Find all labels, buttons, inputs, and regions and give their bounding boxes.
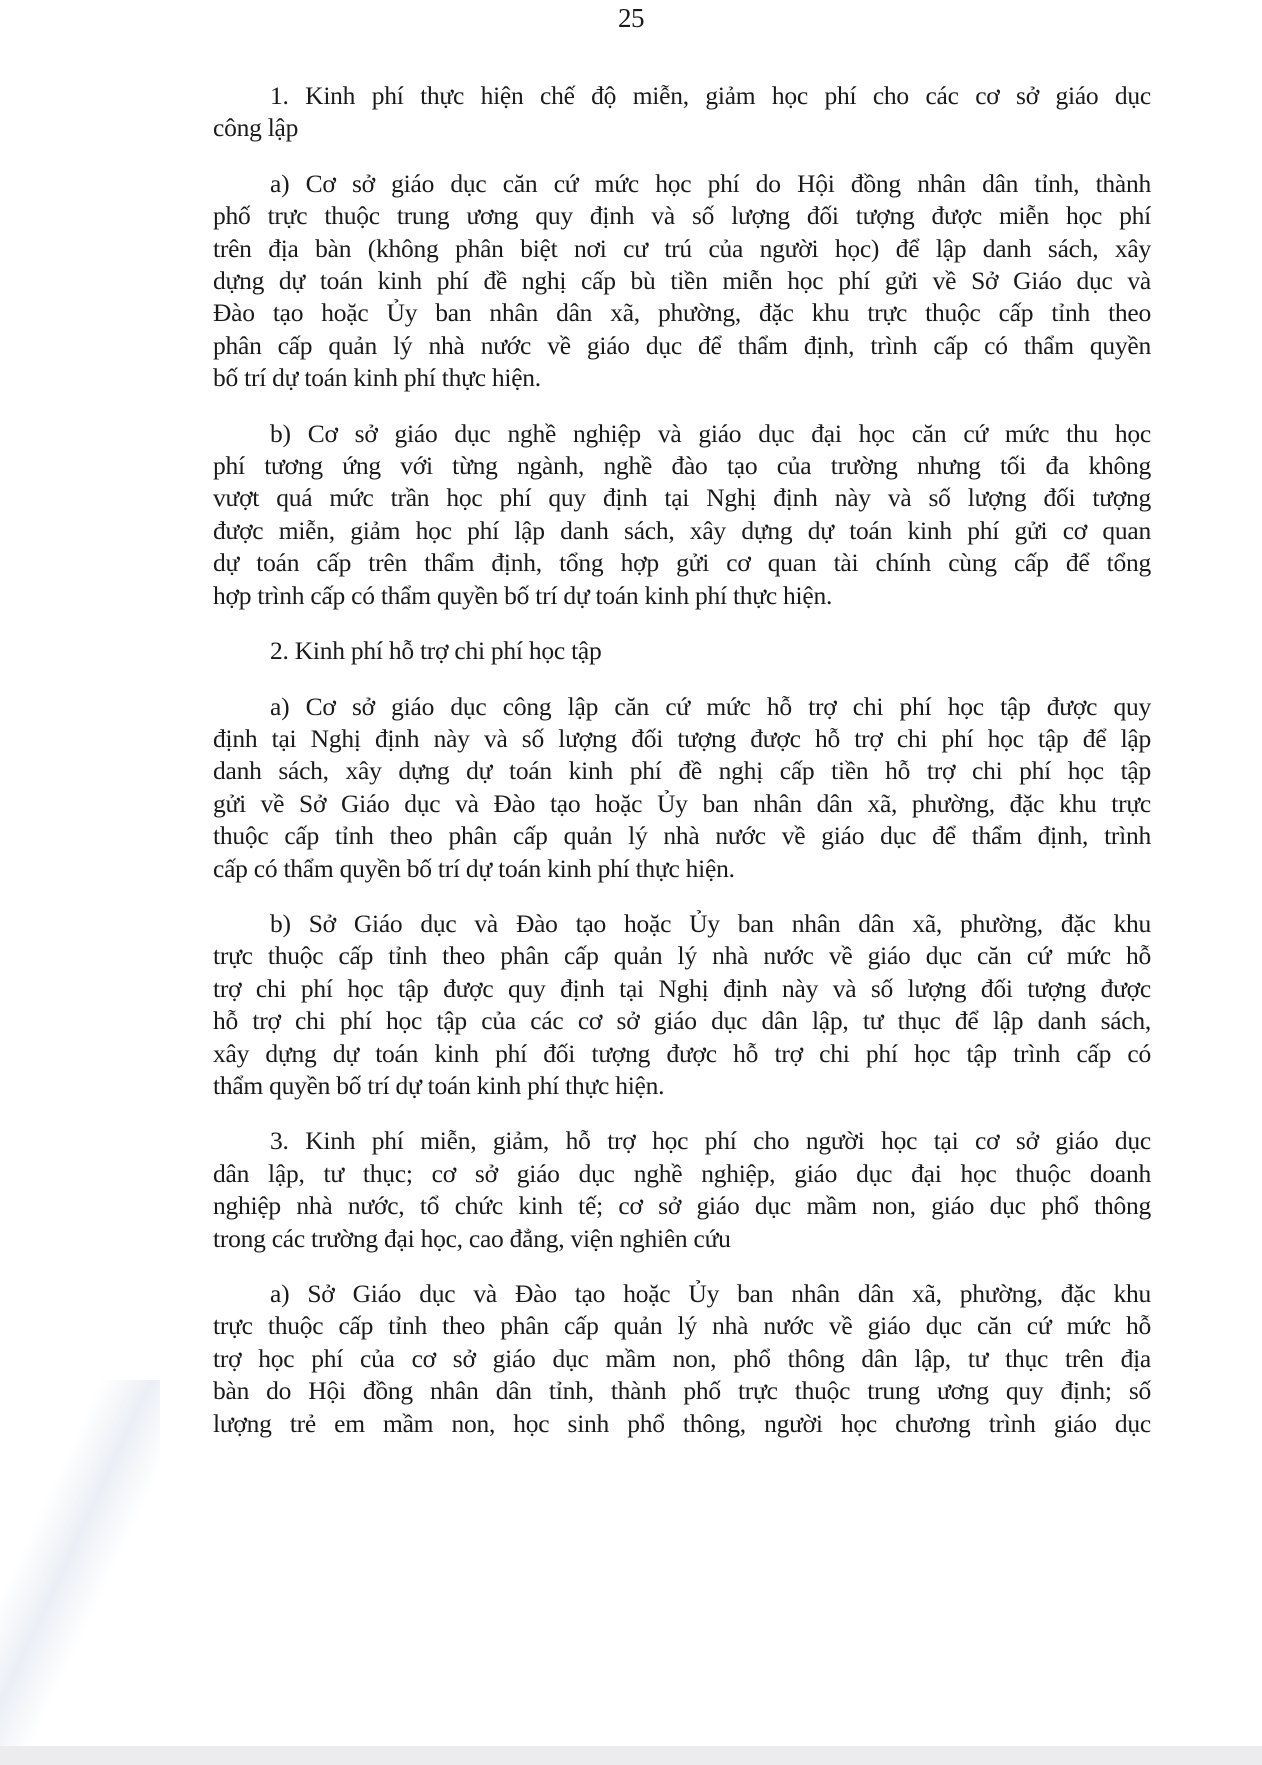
- section-3-heading: [213, 1125, 1151, 1255]
- text-line: dự toán cấp trên thẩm định, tổng hợp gửi cơ quan tài chính cùng cấp để tổng: [213, 548, 1151, 578]
- text-line: được miễn, giảm học phí lập danh sách, xây dựng dự toán kinh phí gửi cơ quan: [213, 515, 1151, 545]
- text-line: gửi về Sở Giáo dục và Đào tạo hoặc Ủy ban nhân dân xã, phường, đặc khu trực: [213, 788, 1151, 818]
- text-line: vượt quá mức trần học phí quy định tại Nghị định này và số lượng đối tượng: [213, 483, 1151, 513]
- text-line: dân lập, tư thục; cơ sở giáo dục nghề nghiệp, giáo dục đại học thuộc doanh: [213, 1158, 1151, 1188]
- text-line: trợ chi phí học tập được quy định tại Nghị định này và số lượng đối tượng được: [213, 973, 1151, 1003]
- section-1b-paragraph: [213, 418, 1151, 612]
- section-2-heading: [213, 635, 1151, 667]
- text-line: phố trực thuộc trung ương quy định và số lượng đối tượng được miễn học phí: [213, 201, 1151, 231]
- text-line: a) Sở Giáo dục và Đào tạo hoặc Ủy ban nhân dân xã, phường, đặc khu: [270, 1279, 1151, 1308]
- text-line: a) Cơ sở giáo dục công lập căn cứ mức hỗ trợ chi phí học tập được quy: [270, 691, 1151, 721]
- text-line: trực thuộc cấp tỉnh theo phân cấp quản lý nhà nước về giáo dục căn cứ mức hỗ: [213, 1311, 1151, 1341]
- text-line: 1. Kinh phí thực hiện chế độ miễn, giảm học phí cho các cơ sở giáo dục: [270, 81, 1151, 110]
- page-number: 25: [618, 3, 644, 33]
- text-line: định tại Nghị định này và số lượng đối tượng được hỗ trợ chi phí học tập để lập: [213, 723, 1151, 753]
- text-line: a) Cơ sở giáo dục căn cứ mức học phí do Hội đồng nhân dân tỉnh, thành: [270, 168, 1151, 198]
- section-2b-paragraph: [213, 908, 1151, 1102]
- text-line: trực thuộc cấp tỉnh theo phân cấp quản lý nhà nước về giáo dục căn cứ mức hỗ: [213, 941, 1151, 971]
- text-line: trên địa bàn (không phân biệt nơi cư trú của người học) để lập danh sách, xây: [213, 233, 1151, 263]
- text-line: nghiệp nhà nước, tổ chức kinh tế; cơ sở giáo dục mầm non, giáo dục phổ thông: [213, 1191, 1151, 1221]
- section-1-heading: [213, 80, 1151, 145]
- background-margin: [0, 1746, 1262, 1765]
- section-2a-paragraph: [213, 691, 1151, 885]
- text-line: cấp có thẩm quyền bố trí dự toán kinh phí thực hiện.: [213, 853, 735, 883]
- text-line: 3. Kinh phí miễn, giảm, hỗ trợ học phí cho người học tại cơ sở giáo dục: [270, 1126, 1151, 1156]
- text-line: danh sách, xây dựng dự toán kinh phí đề nghị cấp tiền hỗ trợ chi phí học tập: [213, 756, 1151, 786]
- text-line: bàn do Hội đồng nhân dân tỉnh, thành phố trực thuộc trung ương quy định; số: [213, 1376, 1151, 1406]
- text-line: dựng dự toán kinh phí đề nghị cấp bù tiền miễn học phí gửi về Sở Giáo dục và: [213, 266, 1151, 296]
- text-line: thẩm quyền bố trí dự toán kinh phí thực hiện.: [213, 1070, 665, 1100]
- text-line: 2. Kinh phí hỗ trợ chi phí học tập: [270, 636, 602, 666]
- text-line: xây dựng dự toán kinh phí đối tượng được hỗ trợ chi phí học tập trình cấp có: [213, 1038, 1151, 1068]
- text-line: hợp trình cấp có thẩm quyền bố trí dự toán kinh phí thực hiện.: [213, 580, 833, 610]
- text-line: lượng trẻ em mầm non, học sinh phổ thông, người học chương trình giáo dục: [213, 1408, 1151, 1438]
- text-line: bố trí dự toán kinh phí thực hiện.: [213, 363, 541, 393]
- section-3a-paragraph: [213, 1278, 1151, 1440]
- text-line: trong các trường đại học, cao đẳng, viện nghiên cứu: [213, 1223, 731, 1253]
- text-line: phí tương ứng với từng ngành, nghề đào tạo của trường nhưng tối đa không: [213, 451, 1151, 481]
- text-line: b) Cơ sở giáo dục nghề nghiệp và giáo dục đại học căn cứ mức thu học: [270, 418, 1151, 448]
- text-line: công lập: [213, 113, 299, 143]
- section-1a-paragraph: [213, 168, 1151, 395]
- text-line: Đào tạo hoặc Ủy ban nhân dân xã, phường, đặc khu trực thuộc cấp tỉnh theo: [213, 298, 1151, 328]
- text-line: trợ học phí của cơ sở giáo dục mầm non, phổ thông dân lập, tư thục trên địa: [213, 1343, 1151, 1373]
- text-line: phân cấp quản lý nhà nước về giáo dục để thẩm định, trình cấp có thẩm quyền: [213, 330, 1151, 360]
- document-body: [213, 80, 1151, 1463]
- text-line: hỗ trợ chi phí học tập của các cơ sở giáo dục dân lập, tư thục để lập danh sách,: [213, 1006, 1151, 1036]
- text-line: thuộc cấp tỉnh theo phân cấp quản lý nhà nước về giáo dục để thẩm định, trình: [213, 821, 1151, 851]
- text-line: b) Sở Giáo dục và Đào tạo hoặc Ủy ban nhân dân xã, phường, đặc khu: [270, 908, 1151, 938]
